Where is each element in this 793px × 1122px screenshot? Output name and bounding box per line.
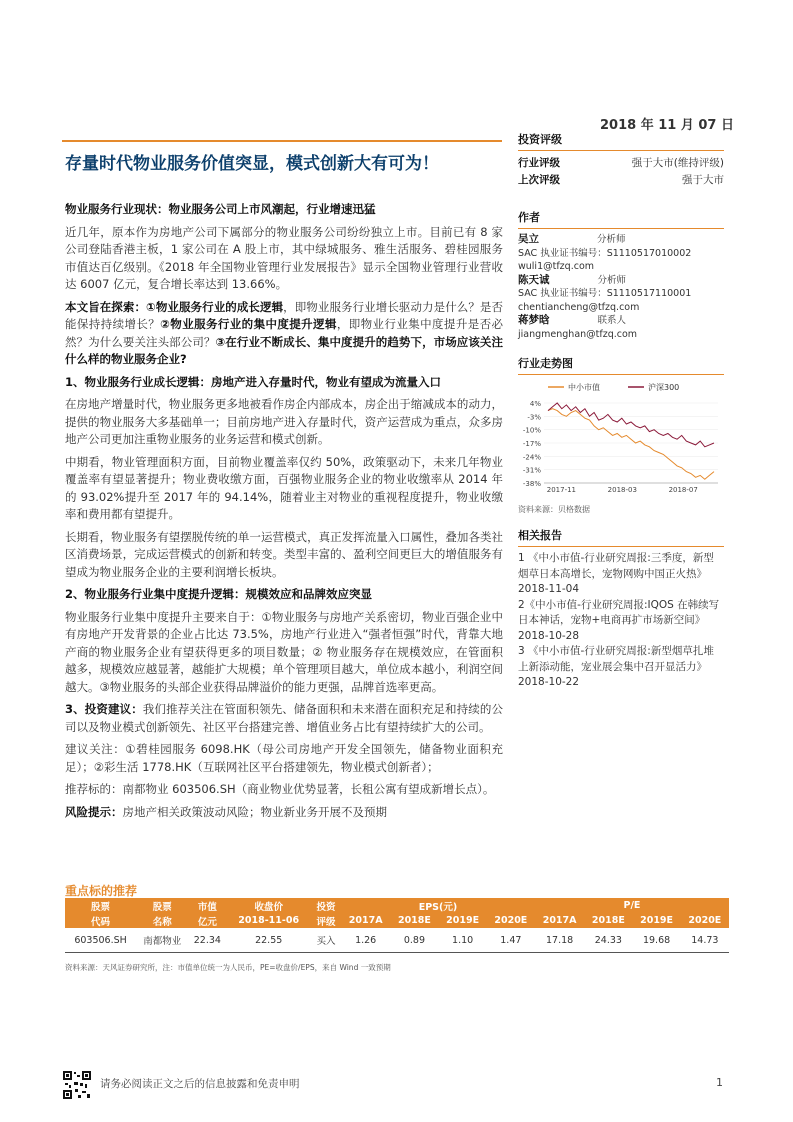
author-role: 分析师 <box>597 234 626 245</box>
chart-x-tick: 2018-07 <box>668 486 698 494</box>
rating-label: 上次评级 <box>518 174 560 186</box>
table-cell: 14.73 <box>681 928 729 953</box>
table-cell: 1.10 <box>439 928 487 953</box>
report-date: 2018 年 11 月 07 日 <box>600 118 734 133</box>
author-block <box>518 314 724 341</box>
table-cell: 1.26 <box>341 928 390 953</box>
report-link[interactable]: 2《中小市值-行业研究周报:IQOS 在韩续写日本神话，宠物+电商再扩市场新空间》 2018-10-28 <box>518 598 720 642</box>
main-body <box>65 195 503 826</box>
text: 我们推荐关注在管面积领先、储备面积和未来潜在面积充足和持续的公司以及物业模式创新领先、社区平台搭建完善、增值业务占比有望持续扩大的公司。 <box>65 702 503 734</box>
rating-value: 强于大市 <box>682 174 724 186</box>
table-header: 2020E <box>487 913 535 928</box>
table-cell: 0.89 <box>390 928 438 953</box>
author-block <box>518 233 724 274</box>
title-divider <box>62 140 502 142</box>
table-header: 亿元 <box>188 913 226 928</box>
author-block <box>518 274 724 315</box>
chart-series-line <box>548 409 714 480</box>
rating-row <box>518 172 724 189</box>
rating-label: 行业评级 <box>518 157 560 169</box>
paragraph: 在房地产增量时代，物业服务更多地被看作房企内部成本，房企出于缩减成本的动力，提供的物业服务大多基础单一；目前房地产进入存量时代，资产运营成为重点，众多房地产公司更加注重物业服务的业务运营和模式创新。 <box>65 397 503 446</box>
table-note: 资料来源：天风证券研究所，注：市值单位统一为人民币，PE=收盘价/EPS，来自 Wind 一致预期 <box>65 963 391 972</box>
table-header-row <box>65 898 729 913</box>
report-link[interactable]: 1 《中小市值-行业研究周报:三季度，新型烟草日本高增长，宠物网购中国正火热》 2018-11-04 <box>518 552 714 595</box>
table-header: 2019E <box>439 913 487 928</box>
author-email[interactable]: chentiancheng@tfzq.com <box>518 301 640 313</box>
chart-y-tick: -3% <box>527 413 541 422</box>
text: ，即物业服务行业增长驱动力是什么？是否能保持持续增长？ <box>65 299 503 331</box>
table-header: 收盘价 <box>226 898 311 913</box>
rating-value: 强于大市(维持评级) <box>631 157 724 169</box>
table-header: 2019E <box>632 913 680 928</box>
table-cell: 南都物业 <box>136 928 188 953</box>
bold-text: ③在行业不断成长、集中度提升的趋势下，市场应该关注什么样的物业服务企业? <box>65 334 504 366</box>
table-cell: 22.55 <box>226 928 311 953</box>
table-header: 代码 <box>65 913 136 928</box>
chart-y-tick: -24% <box>522 453 541 462</box>
chart-title: 行业走势图 <box>518 355 724 375</box>
risk-note <box>65 804 503 822</box>
table-header: EPS(元) <box>341 898 535 913</box>
paragraph: 近几年，原本作为房地产公司下属部分的物业服务公司纷纷独立上市。目前已有 8 家公司登陆香港主板，1 家公司在 A 股上市，其中绿城服务、雅生活服务、碧桂园服务市值达百亿级别。《2018 年全国物业管理行业发展报告》显示全国物业管理行业营收达 6007 亿元，复合增长率达到 13.66%。 <box>65 224 503 291</box>
table-header-row <box>65 913 729 928</box>
table-cell: 24.33 <box>584 928 632 953</box>
table-header: P/E <box>535 898 729 913</box>
footer-disclaimer: 请务必阅读正文之后的信息披露和免责申明 <box>100 1078 300 1090</box>
table-header: 投资 <box>311 898 341 913</box>
paragraph <box>65 299 503 369</box>
subsection-heading: 1、物业服务行业成长逻辑：房地产进入存量时代，物业有望成为流量入口 <box>65 374 441 389</box>
recommendation-table <box>65 898 729 953</box>
page-number: 1 <box>716 1076 723 1089</box>
subsection-heading: 3、投资建议： <box>65 702 143 716</box>
author-name: 陈天诚 <box>518 273 550 286</box>
paragraph <box>65 701 503 736</box>
sidebar <box>518 131 724 691</box>
risk-text: 房地产相关政策波动风险；物业新业务开展不及预期 <box>122 804 387 819</box>
industry-trend-chart <box>518 379 724 499</box>
paragraph: 推荐标的：南都物业 603506.SH（商业物业优势显著，长租公寓有望成新增长点）。 <box>65 782 495 796</box>
rating-title: 投资评级 <box>518 131 724 151</box>
table-row <box>65 928 729 953</box>
authors-title: 作者 <box>518 209 724 229</box>
table-header: 2018-11-06 <box>226 913 311 928</box>
paragraph: 物业服务行业集中度提升主要来自于：①物业服务与房地产关系密切，物业百强企业中有房地产开发背景的企业占比达 73.5%，房地产行业进入“强者恒强”时代，背靠大地产商的物业服务企业有望获得更多的项目数量；② 物业服务存在规模效应，在管面积越多，规模效应越显著，越能扩大规模；单个管理项目越大，单位成本越小，利润空间越大。③物业服务的头部企业获得品牌溢价的能力更强，品牌首选率更高。 <box>65 609 503 694</box>
chart-y-tick: -31% <box>522 466 541 475</box>
chart-series-line <box>548 403 714 447</box>
table-header: 评级 <box>311 913 341 928</box>
author-email[interactable]: wuli1@tfzq.com <box>518 261 595 272</box>
table-header: 2020E <box>681 913 729 928</box>
rating-row <box>518 155 724 172</box>
author-role: 分析师 <box>597 274 627 286</box>
reports-title: 相关报告 <box>518 527 724 547</box>
paragraph: 建议关注：①碧桂园服务 6098.HK（母公司房地产开发全国领先，储备物业面积充足）；②彩生活 1778.HK（互联网社区平台搭建领先，物业模式创新者）； <box>65 742 503 774</box>
section-heading: 物业服务行业现状：物业服务公司上市风潮起，行业增速迅猛 <box>65 202 376 216</box>
qr-code-icon <box>62 1070 92 1100</box>
report-link[interactable]: 3 《中小市值-行业研究周报:新型烟草扎堆上新添动能，宠业展会集中召开显活力》 2018-10-22 <box>518 645 714 688</box>
chart-x-tick: 2018-03 <box>607 486 637 494</box>
table-cell: 买入 <box>311 928 341 953</box>
table-header: 2017A <box>341 913 390 928</box>
author-role: 联系人 <box>597 315 627 326</box>
author-name: 蒋梦晗 <box>518 314 550 326</box>
table-header: 名称 <box>136 913 188 928</box>
table-header: 2018E <box>584 913 632 928</box>
table-header: 股票 <box>65 898 136 913</box>
bold-text: 本文旨在探索：①物业服务行业的成长逻辑 <box>65 299 284 314</box>
author-name: 吴立 <box>518 233 539 245</box>
table-header: 2017A <box>535 913 584 928</box>
risk-label: 风险提示： <box>65 804 123 819</box>
chart-source: 资料来源：贝格数据 <box>518 505 590 514</box>
chart-y-tick: -17% <box>522 440 541 448</box>
paragraph: 中期看，物业管理面积方面，目前物业覆盖率仅约 50%，政策驱动下，未来几年物业覆盖率有望显著提升；物业费收缴方面，百强物业服务企业的物业收缴率从 2014 年的 93.02%提升至 2017 年的 94.14%，随着业主对物业的重视程度提升，物业收缴率和费用都有望提升。 <box>65 454 503 521</box>
chart-legend-label: 中小市值 <box>568 383 600 392</box>
table-cell: 17.18 <box>535 928 584 953</box>
table-cell: 22.34 <box>188 928 226 953</box>
table-header: 2018E <box>390 913 438 928</box>
paragraph: 长期看，物业服务有望摆脱传统的单一运营模式，真正发挥流量入口属性，叠加各类社区消费场景，完成运营模式的创新和转变。类型丰富的、盈利空间更巨大的增值服务有望成为物业服务企业的主要利润增长板块。 <box>65 529 503 579</box>
table-cell: 1.47 <box>487 928 535 953</box>
author-cert: SAC 执业证书编号：S1110517110001 <box>518 288 692 299</box>
text: ，即物业行业集中度提升是否必然？为什么要关注头部公司？ <box>65 317 504 349</box>
chart-y-tick: -38% <box>522 480 541 488</box>
chart-y-tick: -10% <box>522 426 541 435</box>
bold-text: ②物业服务行业的集中度提升逻辑 <box>160 317 337 331</box>
author-cert: SAC 执业证书编号：S1110517010002 <box>518 247 692 259</box>
author-email[interactable]: jiangmenghan@tfzq.com <box>518 328 638 340</box>
chart-y-tick: 4% <box>529 400 541 408</box>
chart-legend-label: 沪深300 <box>648 383 680 392</box>
chart-x-tick: 2017-11 <box>546 486 577 494</box>
table-cell: 19.68 <box>632 928 680 953</box>
related-reports <box>518 551 724 691</box>
table-cell: 603506.SH <box>65 928 136 953</box>
table-header: 股票 <box>136 898 188 913</box>
table-header: 市值 <box>188 898 226 913</box>
subsection-heading: 2、物业服务行业集中度提升逻辑：规模效应和品牌效应突显 <box>65 587 372 601</box>
table-title: 重点标的推荐 <box>65 884 138 898</box>
report-title: 存量时代物业服务价值突显，模式创新大有可为！ <box>65 154 439 174</box>
